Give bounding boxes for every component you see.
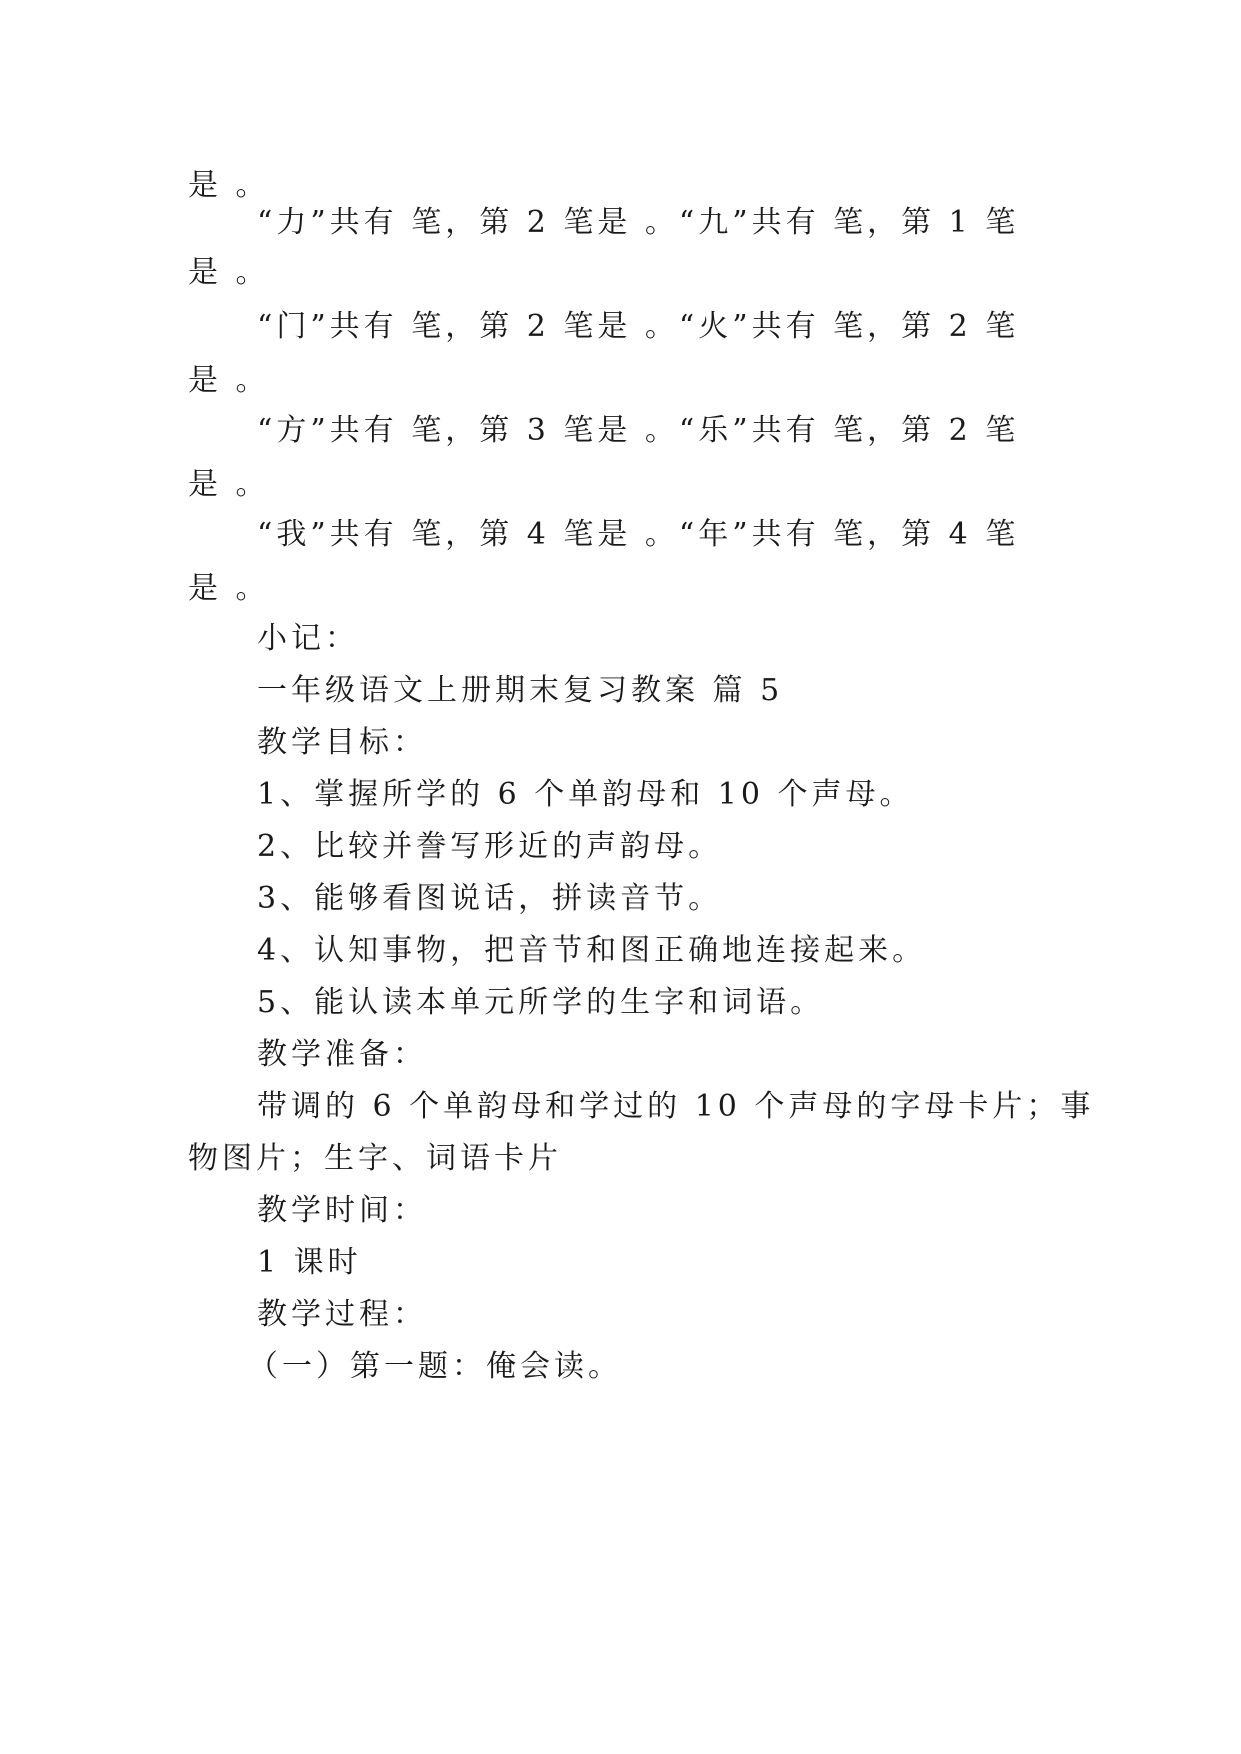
heading-preparation: 教学准备： (257, 1037, 427, 1072)
text-line: 是 。 (188, 571, 270, 606)
heading-teaching-goals: 教学目标： (257, 725, 427, 760)
preparation-text: 带调的 6 个单韵母和学过的 10 个声母的字母卡片；事 (257, 1089, 1095, 1124)
teaching-time-value: 1 课时 (257, 1245, 362, 1280)
text-line: “力”共有 笔，第 2 笔是 。“九”共有 笔，第 1 笔 (257, 205, 1020, 240)
text-line: “门”共有 笔，第 2 笔是 。“火”共有 笔，第 2 笔 (257, 309, 1020, 344)
preparation-text: 物图片；生字、词语卡片 (188, 1141, 562, 1176)
text-line: 是 。 (188, 363, 270, 398)
goal-item: 5、能认读本单元所学的生字和词语。 (257, 985, 825, 1020)
process-step: （一）第一题：俺会读。 (248, 1349, 622, 1384)
heading-teaching-process: 教学过程： (257, 1297, 427, 1332)
text-line: 是 。 (188, 255, 270, 290)
goal-item: 1、掌握所学的 6 个单韵母和 10 个声母。 (257, 777, 914, 812)
goal-item: 3、能够看图说话，拼读音节。 (257, 881, 723, 916)
heading-teaching-time: 教学时间： (257, 1193, 427, 1228)
goal-item: 2、比较并誊写形近的声韵母。 (257, 829, 723, 864)
text-line: “我”共有 笔，第 4 笔是 。“年”共有 笔，第 4 笔 (257, 517, 1020, 552)
goal-item: 4、认知事物，把音节和图正确地连接起来。 (257, 933, 927, 968)
text-line: “方”共有 笔，第 3 笔是 。“乐”共有 笔，第 2 笔 (257, 413, 1020, 448)
text-line: 是 。 (188, 168, 270, 203)
text-line: 是 。 (188, 467, 270, 502)
note-label: 小记： (257, 621, 359, 656)
section-title: 一年级语文上册期末复习教案 篇 5 (257, 673, 784, 708)
